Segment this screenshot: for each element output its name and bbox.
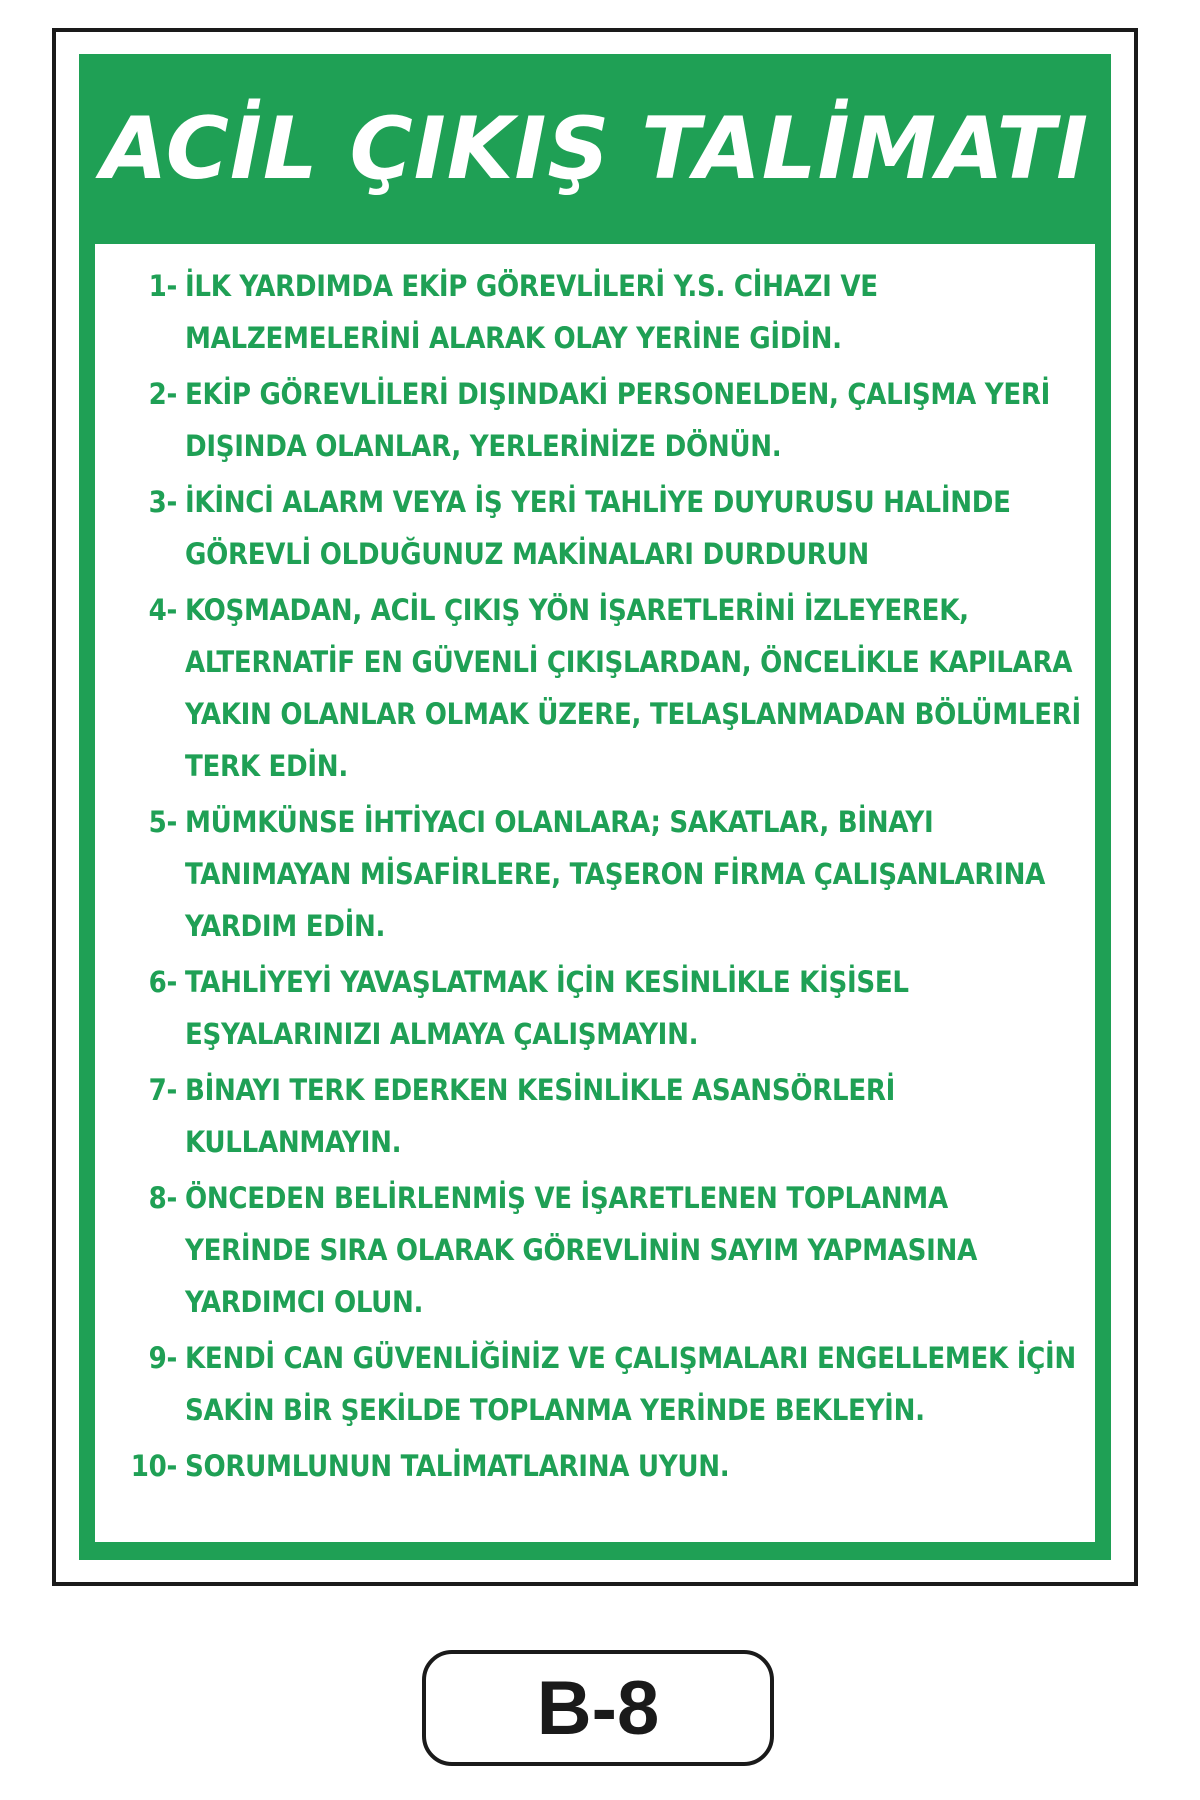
instruction-number: 5- xyxy=(148,805,177,839)
instruction-number: 6- xyxy=(148,965,177,999)
instruction-text: İKİNCİ ALARM VEYA İŞ YERİ TAHLİYE DUYURUSU HALİNDE GÖREVLİ OLDUĞUNUZ MAKİNALARI DURDURUN xyxy=(185,485,1011,571)
instruction-text: KOŞMADAN, ACİL ÇIKIŞ YÖN İŞARETLERİNİ İZLEYEREK, ALTERNATİF EN GÜVENLİ ÇIKIŞLARDAN, ÖNCELİKLE KAPILARA YAKIN OLANLAR OLMAK ÜZERE, TELAŞLANMADAN BÖLÜMLERİ TERK EDİN. xyxy=(185,593,1081,783)
sign-board xyxy=(79,54,1111,1560)
instruction-text: EKİP GÖREVLİLERİ DIŞINDAKİ PERSONELDEN, ÇALIŞMA YERİ DIŞINDA OLANLAR, YERLERİNİZE DÖNÜN. xyxy=(185,377,1051,463)
instructions-panel xyxy=(95,244,1095,1542)
instruction-list xyxy=(131,260,1081,1496)
instruction-item xyxy=(131,584,1081,792)
product-code-badge: B-8 xyxy=(422,1650,774,1766)
instruction-number: 8- xyxy=(148,1181,177,1215)
instruction-item xyxy=(131,956,1081,1060)
instruction-number: 9- xyxy=(148,1341,177,1375)
instruction-item xyxy=(131,1440,1081,1492)
instruction-number: 2- xyxy=(148,377,177,411)
instruction-item xyxy=(131,476,1081,580)
instruction-number: 3- xyxy=(148,485,177,519)
instruction-item xyxy=(131,1172,1081,1328)
instruction-text: SORUMLUNUN TALİMATLARINA UYUN. xyxy=(185,1449,730,1483)
instruction-text: MÜMKÜNSE İHTİYACI OLANLARA; SAKATLAR, BİNAYI TANIMAYAN MİSAFİRLERE, TAŞERON FİRMA ÇALIŞANLARINA YARDIM EDİN. xyxy=(185,805,1046,943)
instruction-item xyxy=(131,796,1081,952)
instruction-number: 4- xyxy=(148,593,177,627)
instruction-item xyxy=(131,260,1081,364)
instruction-text: KENDİ CAN GÜVENLİĞİNİZ VE ÇALIŞMALARI ENGELLEMEK İÇİN SAKİN BİR ŞEKİLDE TOPLANMA YERİNDE BEKLEYİN. xyxy=(185,1341,1076,1427)
instruction-item xyxy=(131,368,1081,472)
instruction-number: 7- xyxy=(148,1073,177,1107)
instruction-number: 10- xyxy=(130,1449,177,1483)
instruction-item xyxy=(131,1064,1081,1168)
instruction-item xyxy=(131,1332,1081,1436)
instruction-text: İLK YARDIMDA EKİP GÖREVLİLERİ Y.S. CİHAZI VE MALZEMELERİNİ ALARAK OLAY YERİNE GİDİN. xyxy=(185,269,878,355)
instruction-text: ÖNCEDEN BELİRLENMİŞ VE İŞARETLENEN TOPLANMA YERİNDE SIRA OLARAK GÖREVLİNİN SAYIM YAPMASINA YARDIMCI OLUN. xyxy=(185,1181,977,1319)
instruction-number: 1- xyxy=(148,269,177,303)
instruction-text: BİNAYI TERK EDERKEN KESİNLİKLE ASANSÖRLERİ KULLANMAYIN. xyxy=(185,1073,896,1159)
sign-title: ACİL ÇIKIŞ TALİMATI xyxy=(100,99,1090,199)
instruction-text: TAHLİYEYİ YAVAŞLATMAK İÇİN KESİNLİKLE KİŞİSEL EŞYALARINIZI ALMAYA ÇALIŞMAYIN. xyxy=(185,965,909,1051)
